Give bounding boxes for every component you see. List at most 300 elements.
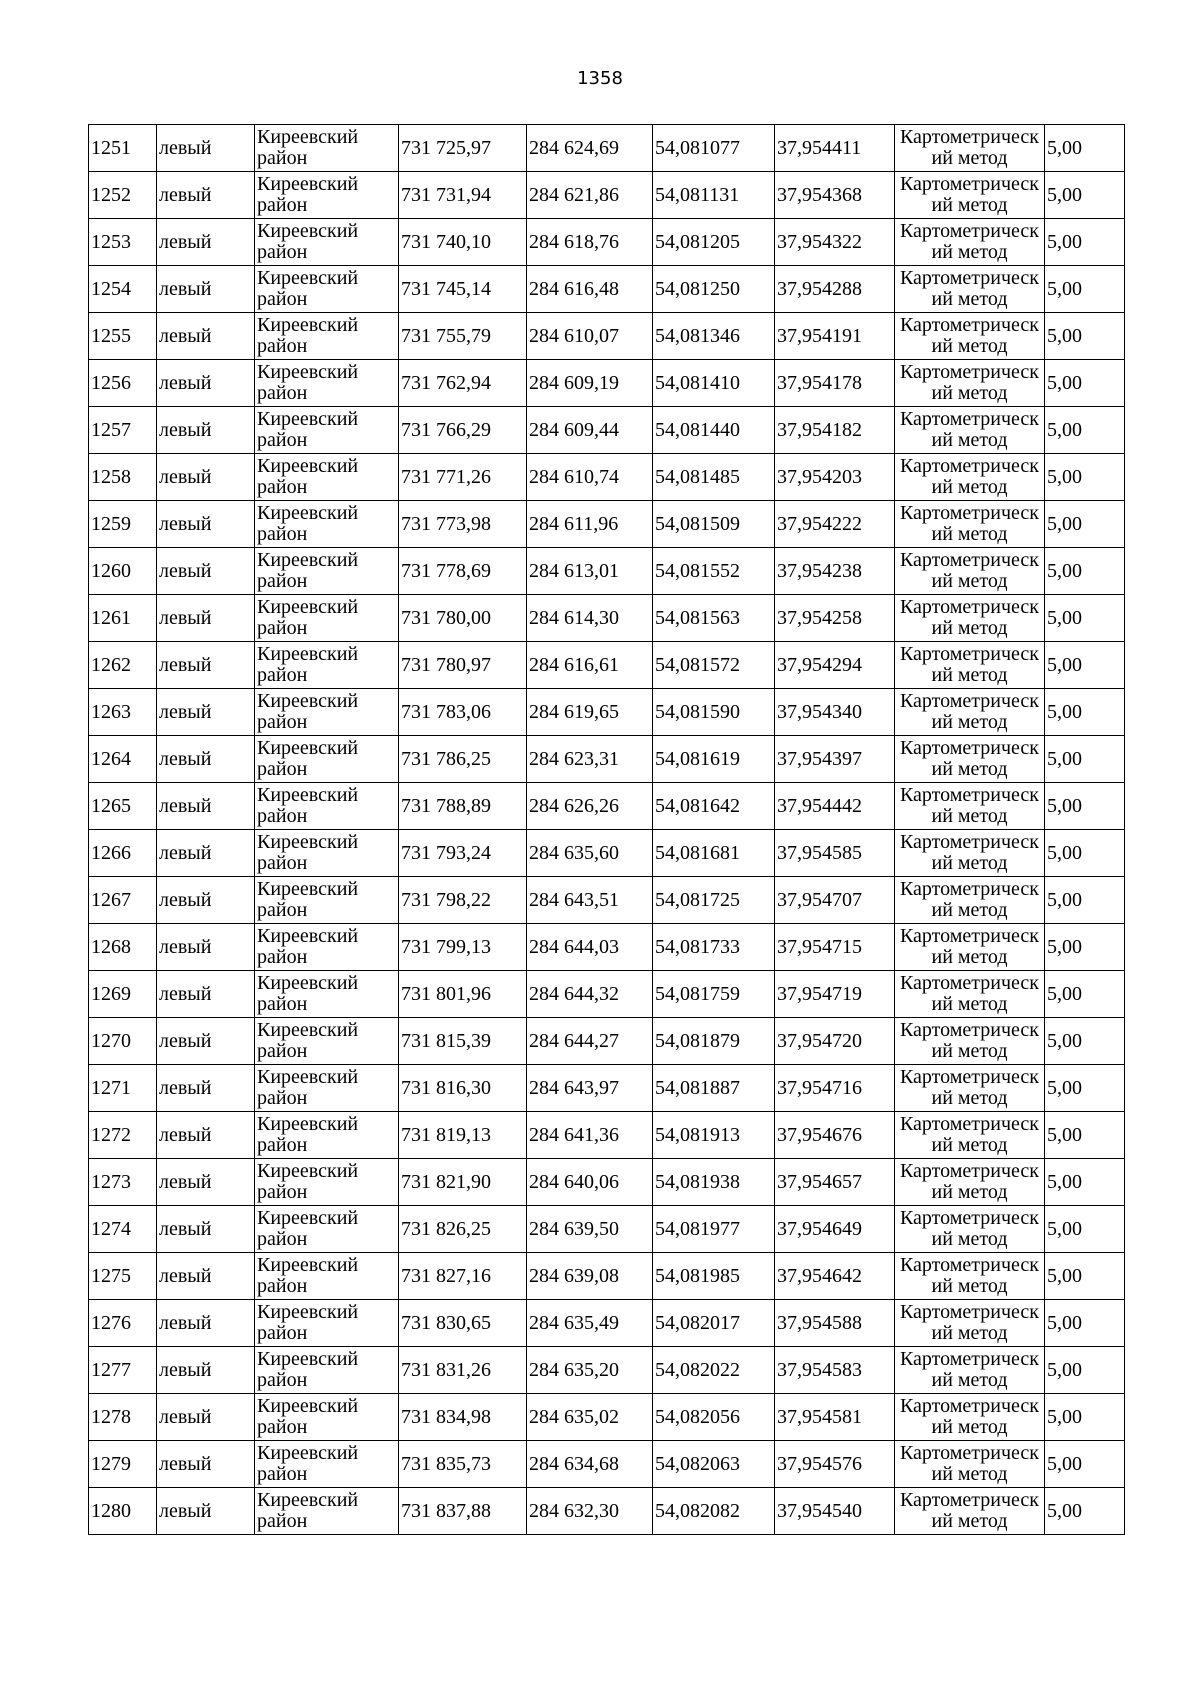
method-cell: Картометрическ ий метод (895, 501, 1045, 548)
latitude-cell: 54,081590 (653, 689, 775, 736)
table-row (89, 1159, 1125, 1206)
coord-x-cell: 731 780,97 (399, 642, 527, 689)
method-cell: Картометрическ ий метод (895, 548, 1045, 595)
coord-y-cell: 284 619,65 (527, 689, 653, 736)
table-body (89, 125, 1125, 1535)
table-row (89, 1112, 1125, 1159)
table-row (89, 783, 1125, 830)
bank-side-cell: левый (157, 1159, 255, 1206)
table-row (89, 924, 1125, 971)
district-cell: Киреевский район (255, 736, 399, 783)
coord-y-cell: 284 639,50 (527, 1206, 653, 1253)
bank-side-cell: левый (157, 642, 255, 689)
method-cell: Картометрическ ий метод (895, 1347, 1045, 1394)
accuracy-cell: 5,00 (1045, 971, 1125, 1018)
point-number-cell: 1251 (89, 125, 157, 172)
bank-side-cell: левый (157, 501, 255, 548)
table-row (89, 1065, 1125, 1112)
method-cell: Картометрическ ий метод (895, 595, 1045, 642)
coord-x-cell: 731 771,26 (399, 454, 527, 501)
coord-x-cell: 731 801,96 (399, 971, 527, 1018)
coord-y-cell: 284 623,31 (527, 736, 653, 783)
table-row (89, 407, 1125, 454)
latitude-cell: 54,081879 (653, 1018, 775, 1065)
district-cell: Киреевский район (255, 783, 399, 830)
latitude-cell: 54,081733 (653, 924, 775, 971)
method-cell: Картометрическ ий метод (895, 783, 1045, 830)
longitude-cell: 37,954715 (775, 924, 895, 971)
latitude-cell: 54,081205 (653, 219, 775, 266)
table-row (89, 219, 1125, 266)
district-cell: Киреевский район (255, 595, 399, 642)
bank-side-cell: левый (157, 313, 255, 360)
coord-x-cell: 731 821,90 (399, 1159, 527, 1206)
coord-y-cell: 284 609,19 (527, 360, 653, 407)
table-row (89, 1394, 1125, 1441)
district-cell: Киреевский район (255, 971, 399, 1018)
coord-y-cell: 284 640,06 (527, 1159, 653, 1206)
method-cell: Картометрическ ий метод (895, 830, 1045, 877)
accuracy-cell: 5,00 (1045, 1065, 1125, 1112)
accuracy-cell: 5,00 (1045, 1488, 1125, 1535)
accuracy-cell: 5,00 (1045, 219, 1125, 266)
district-cell: Киреевский район (255, 830, 399, 877)
bank-side-cell: левый (157, 1253, 255, 1300)
point-number-cell: 1280 (89, 1488, 157, 1535)
point-number-cell: 1276 (89, 1300, 157, 1347)
district-cell: Киреевский район (255, 1018, 399, 1065)
coord-y-cell: 284 644,03 (527, 924, 653, 971)
bank-side-cell: левый (157, 266, 255, 313)
method-cell: Картометрическ ий метод (895, 924, 1045, 971)
point-number-cell: 1273 (89, 1159, 157, 1206)
district-cell: Киреевский район (255, 877, 399, 924)
district-cell: Киреевский район (255, 1253, 399, 1300)
coord-y-cell: 284 616,61 (527, 642, 653, 689)
point-number-cell: 1272 (89, 1112, 157, 1159)
table-row (89, 1206, 1125, 1253)
latitude-cell: 54,081572 (653, 642, 775, 689)
point-number-cell: 1254 (89, 266, 157, 313)
district-cell: Киреевский район (255, 1441, 399, 1488)
accuracy-cell: 5,00 (1045, 1253, 1125, 1300)
accuracy-cell: 5,00 (1045, 1394, 1125, 1441)
accuracy-cell: 5,00 (1045, 877, 1125, 924)
bank-side-cell: левый (157, 877, 255, 924)
bank-side-cell: левый (157, 125, 255, 172)
latitude-cell: 54,081642 (653, 783, 775, 830)
point-number-cell: 1269 (89, 971, 157, 1018)
coord-x-cell: 731 826,25 (399, 1206, 527, 1253)
longitude-cell: 37,954576 (775, 1441, 895, 1488)
point-number-cell: 1271 (89, 1065, 157, 1112)
table-row (89, 454, 1125, 501)
bank-side-cell: левый (157, 172, 255, 219)
coord-x-cell: 731 798,22 (399, 877, 527, 924)
accuracy-cell: 5,00 (1045, 1206, 1125, 1253)
latitude-cell: 54,081131 (653, 172, 775, 219)
coord-y-cell: 284 644,27 (527, 1018, 653, 1065)
latitude-cell: 54,082056 (653, 1394, 775, 1441)
district-cell: Киреевский район (255, 1206, 399, 1253)
coord-x-cell: 731 837,88 (399, 1488, 527, 1535)
longitude-cell: 37,954719 (775, 971, 895, 1018)
bank-side-cell: левый (157, 407, 255, 454)
point-number-cell: 1259 (89, 501, 157, 548)
accuracy-cell: 5,00 (1045, 548, 1125, 595)
coord-x-cell: 731 755,79 (399, 313, 527, 360)
coord-x-cell: 731 835,73 (399, 1441, 527, 1488)
table-row (89, 971, 1125, 1018)
bank-side-cell: левый (157, 736, 255, 783)
longitude-cell: 37,954707 (775, 877, 895, 924)
table-row (89, 1347, 1125, 1394)
method-cell: Картометрическ ий метод (895, 971, 1045, 1018)
coord-y-cell: 284 614,30 (527, 595, 653, 642)
method-cell: Картометрическ ий метод (895, 642, 1045, 689)
coord-x-cell: 731 773,98 (399, 501, 527, 548)
coord-x-cell: 731 783,06 (399, 689, 527, 736)
coord-x-cell: 731 815,39 (399, 1018, 527, 1065)
longitude-cell: 37,954676 (775, 1112, 895, 1159)
coord-x-cell: 731 731,94 (399, 172, 527, 219)
latitude-cell: 54,082017 (653, 1300, 775, 1347)
accuracy-cell: 5,00 (1045, 783, 1125, 830)
coord-y-cell: 284 635,20 (527, 1347, 653, 1394)
coord-x-cell: 731 799,13 (399, 924, 527, 971)
bank-side-cell: левый (157, 1347, 255, 1394)
coord-y-cell: 284 609,44 (527, 407, 653, 454)
bank-side-cell: левый (157, 1300, 255, 1347)
latitude-cell: 54,082082 (653, 1488, 775, 1535)
longitude-cell: 37,954182 (775, 407, 895, 454)
table-row (89, 1488, 1125, 1535)
longitude-cell: 37,954657 (775, 1159, 895, 1206)
method-cell: Картометрическ ий метод (895, 1488, 1045, 1535)
method-cell: Картометрическ ий метод (895, 313, 1045, 360)
accuracy-cell: 5,00 (1045, 1441, 1125, 1488)
point-number-cell: 1270 (89, 1018, 157, 1065)
district-cell: Киреевский район (255, 1347, 399, 1394)
table-row (89, 736, 1125, 783)
point-number-cell: 1274 (89, 1206, 157, 1253)
method-cell: Картометрическ ий метод (895, 1206, 1045, 1253)
point-number-cell: 1278 (89, 1394, 157, 1441)
point-number-cell: 1258 (89, 454, 157, 501)
district-cell: Киреевский район (255, 1112, 399, 1159)
point-number-cell: 1277 (89, 1347, 157, 1394)
longitude-cell: 37,954585 (775, 830, 895, 877)
accuracy-cell: 5,00 (1045, 642, 1125, 689)
longitude-cell: 37,954720 (775, 1018, 895, 1065)
district-cell: Киреевский район (255, 1394, 399, 1441)
longitude-cell: 37,954222 (775, 501, 895, 548)
longitude-cell: 37,954716 (775, 1065, 895, 1112)
latitude-cell: 54,081410 (653, 360, 775, 407)
longitude-cell: 37,954322 (775, 219, 895, 266)
coord-x-cell: 731 786,25 (399, 736, 527, 783)
district-cell: Киреевский район (255, 501, 399, 548)
latitude-cell: 54,081913 (653, 1112, 775, 1159)
table-row (89, 830, 1125, 877)
point-number-cell: 1264 (89, 736, 157, 783)
accuracy-cell: 5,00 (1045, 454, 1125, 501)
table-row (89, 1300, 1125, 1347)
accuracy-cell: 5,00 (1045, 1112, 1125, 1159)
longitude-cell: 37,954340 (775, 689, 895, 736)
longitude-cell: 37,954203 (775, 454, 895, 501)
accuracy-cell: 5,00 (1045, 1159, 1125, 1206)
district-cell: Киреевский район (255, 642, 399, 689)
latitude-cell: 54,081887 (653, 1065, 775, 1112)
longitude-cell: 37,954288 (775, 266, 895, 313)
accuracy-cell: 5,00 (1045, 313, 1125, 360)
district-cell: Киреевский район (255, 360, 399, 407)
coord-y-cell: 284 644,32 (527, 971, 653, 1018)
coord-y-cell: 284 610,07 (527, 313, 653, 360)
longitude-cell: 37,954588 (775, 1300, 895, 1347)
point-number-cell: 1268 (89, 924, 157, 971)
accuracy-cell: 5,00 (1045, 125, 1125, 172)
page-number: 1358 (577, 68, 623, 89)
coord-x-cell: 731 780,00 (399, 595, 527, 642)
latitude-cell: 54,082063 (653, 1441, 775, 1488)
latitude-cell: 54,081250 (653, 266, 775, 313)
bank-side-cell: левый (157, 219, 255, 266)
table-row (89, 360, 1125, 407)
coord-y-cell: 284 624,69 (527, 125, 653, 172)
point-number-cell: 1257 (89, 407, 157, 454)
accuracy-cell: 5,00 (1045, 689, 1125, 736)
table-row (89, 877, 1125, 924)
coord-x-cell: 731 745,14 (399, 266, 527, 313)
method-cell: Картометрическ ий метод (895, 125, 1045, 172)
longitude-cell: 37,954191 (775, 313, 895, 360)
coord-x-cell: 731 831,26 (399, 1347, 527, 1394)
coord-x-cell: 731 766,29 (399, 407, 527, 454)
coord-y-cell: 284 610,74 (527, 454, 653, 501)
coord-y-cell: 284 621,86 (527, 172, 653, 219)
latitude-cell: 54,081077 (653, 125, 775, 172)
method-cell: Картометрическ ий метод (895, 407, 1045, 454)
coord-y-cell: 284 643,51 (527, 877, 653, 924)
longitude-cell: 37,954442 (775, 783, 895, 830)
table-row (89, 501, 1125, 548)
coordinates-table (88, 124, 1125, 1535)
method-cell: Картометрическ ий метод (895, 1112, 1045, 1159)
bank-side-cell: левый (157, 1488, 255, 1535)
longitude-cell: 37,954649 (775, 1206, 895, 1253)
coord-x-cell: 731 788,89 (399, 783, 527, 830)
district-cell: Киреевский район (255, 454, 399, 501)
method-cell: Картометрическ ий метод (895, 360, 1045, 407)
method-cell: Картометрическ ий метод (895, 1018, 1045, 1065)
coord-y-cell: 284 618,76 (527, 219, 653, 266)
point-number-cell: 1263 (89, 689, 157, 736)
coord-x-cell: 731 816,30 (399, 1065, 527, 1112)
district-cell: Киреевский район (255, 548, 399, 595)
point-number-cell: 1255 (89, 313, 157, 360)
point-number-cell: 1256 (89, 360, 157, 407)
point-number-cell: 1252 (89, 172, 157, 219)
bank-side-cell: левый (157, 830, 255, 877)
longitude-cell: 37,954642 (775, 1253, 895, 1300)
method-cell: Картометрическ ий метод (895, 1300, 1045, 1347)
latitude-cell: 54,082022 (653, 1347, 775, 1394)
bank-side-cell: левый (157, 1112, 255, 1159)
point-number-cell: 1262 (89, 642, 157, 689)
longitude-cell: 37,954178 (775, 360, 895, 407)
coord-y-cell: 284 635,60 (527, 830, 653, 877)
district-cell: Киреевский район (255, 1159, 399, 1206)
method-cell: Картометрическ ий метод (895, 1159, 1045, 1206)
table-row (89, 172, 1125, 219)
district-cell: Киреевский район (255, 407, 399, 454)
accuracy-cell: 5,00 (1045, 924, 1125, 971)
bank-side-cell: левый (157, 1018, 255, 1065)
bank-side-cell: левый (157, 1065, 255, 1112)
district-cell: Киреевский район (255, 219, 399, 266)
bank-side-cell: левый (157, 971, 255, 1018)
coord-y-cell: 284 616,48 (527, 266, 653, 313)
bank-side-cell: левый (157, 783, 255, 830)
coord-x-cell: 731 834,98 (399, 1394, 527, 1441)
accuracy-cell: 5,00 (1045, 1018, 1125, 1065)
method-cell: Картометрическ ий метод (895, 172, 1045, 219)
coord-y-cell: 284 626,26 (527, 783, 653, 830)
point-number-cell: 1253 (89, 219, 157, 266)
latitude-cell: 54,081552 (653, 548, 775, 595)
coord-y-cell: 284 611,96 (527, 501, 653, 548)
coord-y-cell: 284 641,36 (527, 1112, 653, 1159)
accuracy-cell: 5,00 (1045, 736, 1125, 783)
accuracy-cell: 5,00 (1045, 830, 1125, 877)
method-cell: Картометрическ ий метод (895, 219, 1045, 266)
method-cell: Картометрическ ий метод (895, 1065, 1045, 1112)
coord-y-cell: 284 639,08 (527, 1253, 653, 1300)
longitude-cell: 37,954238 (775, 548, 895, 595)
accuracy-cell: 5,00 (1045, 501, 1125, 548)
coord-x-cell: 731 762,94 (399, 360, 527, 407)
district-cell: Киреевский район (255, 924, 399, 971)
accuracy-cell: 5,00 (1045, 1347, 1125, 1394)
district-cell: Киреевский район (255, 172, 399, 219)
bank-side-cell: левый (157, 689, 255, 736)
table-row (89, 689, 1125, 736)
district-cell: Киреевский район (255, 266, 399, 313)
table-row (89, 548, 1125, 595)
table-row (89, 1253, 1125, 1300)
method-cell: Картометрическ ий метод (895, 1441, 1045, 1488)
longitude-cell: 37,954583 (775, 1347, 895, 1394)
district-cell: Киреевский район (255, 689, 399, 736)
latitude-cell: 54,081440 (653, 407, 775, 454)
latitude-cell: 54,081985 (653, 1253, 775, 1300)
point-number-cell: 1265 (89, 783, 157, 830)
point-number-cell: 1266 (89, 830, 157, 877)
table-row (89, 1018, 1125, 1065)
latitude-cell: 54,081346 (653, 313, 775, 360)
coord-x-cell: 731 830,65 (399, 1300, 527, 1347)
coord-x-cell: 731 827,16 (399, 1253, 527, 1300)
district-cell: Киреевский район (255, 1488, 399, 1535)
bank-side-cell: левый (157, 548, 255, 595)
longitude-cell: 37,954540 (775, 1488, 895, 1535)
longitude-cell: 37,954411 (775, 125, 895, 172)
latitude-cell: 54,081681 (653, 830, 775, 877)
district-cell: Киреевский район (255, 125, 399, 172)
point-number-cell: 1267 (89, 877, 157, 924)
table-row (89, 642, 1125, 689)
table-row (89, 266, 1125, 313)
point-number-cell: 1279 (89, 1441, 157, 1488)
longitude-cell: 37,954581 (775, 1394, 895, 1441)
accuracy-cell: 5,00 (1045, 1300, 1125, 1347)
coord-y-cell: 284 635,49 (527, 1300, 653, 1347)
district-cell: Киреевский район (255, 1065, 399, 1112)
latitude-cell: 54,081485 (653, 454, 775, 501)
district-cell: Киреевский район (255, 1300, 399, 1347)
latitude-cell: 54,081977 (653, 1206, 775, 1253)
table-row (89, 313, 1125, 360)
longitude-cell: 37,954258 (775, 595, 895, 642)
longitude-cell: 37,954294 (775, 642, 895, 689)
table-row (89, 595, 1125, 642)
method-cell: Картометрическ ий метод (895, 266, 1045, 313)
method-cell: Картометрическ ий метод (895, 454, 1045, 501)
latitude-cell: 54,081725 (653, 877, 775, 924)
accuracy-cell: 5,00 (1045, 360, 1125, 407)
coord-x-cell: 731 778,69 (399, 548, 527, 595)
bank-side-cell: левый (157, 1394, 255, 1441)
longitude-cell: 37,954397 (775, 736, 895, 783)
latitude-cell: 54,081759 (653, 971, 775, 1018)
latitude-cell: 54,081619 (653, 736, 775, 783)
point-number-cell: 1275 (89, 1253, 157, 1300)
latitude-cell: 54,081563 (653, 595, 775, 642)
coord-y-cell: 284 634,68 (527, 1441, 653, 1488)
district-cell: Киреевский район (255, 313, 399, 360)
coord-y-cell: 284 632,30 (527, 1488, 653, 1535)
coord-y-cell: 284 635,02 (527, 1394, 653, 1441)
coord-x-cell: 731 740,10 (399, 219, 527, 266)
bank-side-cell: левый (157, 360, 255, 407)
accuracy-cell: 5,00 (1045, 595, 1125, 642)
latitude-cell: 54,081938 (653, 1159, 775, 1206)
accuracy-cell: 5,00 (1045, 266, 1125, 313)
method-cell: Картометрическ ий метод (895, 1253, 1045, 1300)
method-cell: Картометрическ ий метод (895, 736, 1045, 783)
bank-side-cell: левый (157, 1441, 255, 1488)
method-cell: Картометрическ ий метод (895, 689, 1045, 736)
bank-side-cell: левый (157, 1206, 255, 1253)
bank-side-cell: левый (157, 924, 255, 971)
method-cell: Картометрическ ий метод (895, 1394, 1045, 1441)
coord-x-cell: 731 725,97 (399, 125, 527, 172)
accuracy-cell: 5,00 (1045, 172, 1125, 219)
table-row (89, 1441, 1125, 1488)
longitude-cell: 37,954368 (775, 172, 895, 219)
table-row (89, 125, 1125, 172)
bank-side-cell: левый (157, 595, 255, 642)
method-cell: Картометрическ ий метод (895, 877, 1045, 924)
latitude-cell: 54,081509 (653, 501, 775, 548)
point-number-cell: 1261 (89, 595, 157, 642)
coord-y-cell: 284 643,97 (527, 1065, 653, 1112)
point-number-cell: 1260 (89, 548, 157, 595)
coord-x-cell: 731 819,13 (399, 1112, 527, 1159)
bank-side-cell: левый (157, 454, 255, 501)
